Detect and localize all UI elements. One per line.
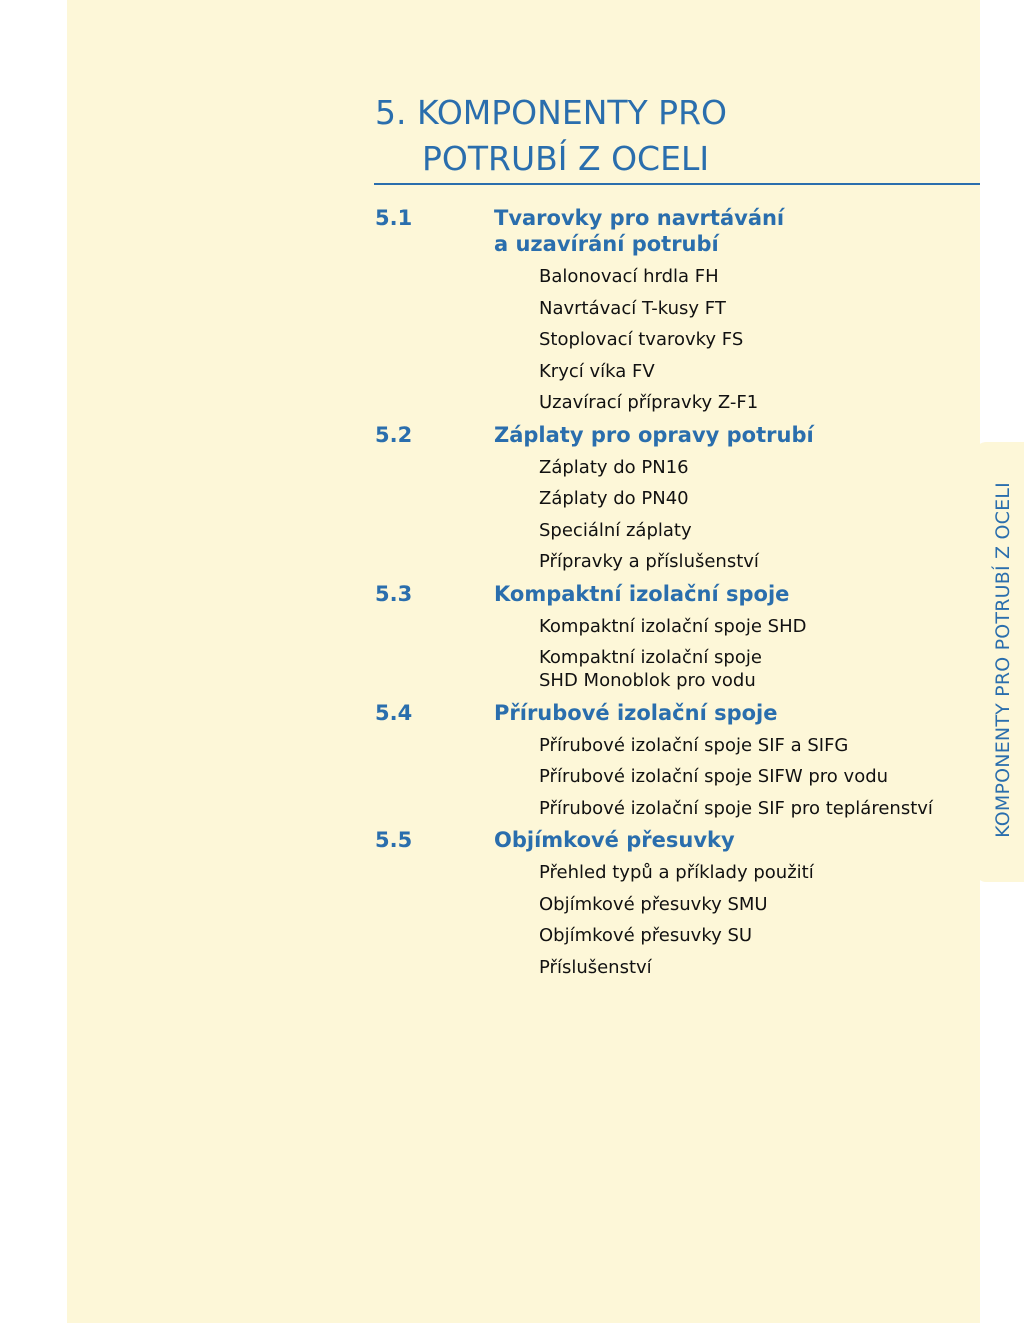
toc-item: Příslušenství: [539, 956, 652, 978]
section-title: Objímkové přesuvky: [494, 828, 735, 852]
section-title: Přírubové izolační spoje: [494, 700, 778, 725]
toc-item: Záplaty do PN40: [539, 488, 689, 509]
toc-item: Objímkové přesuvky SU: [539, 925, 753, 946]
toc-item: Přírubové izolační spoje SIF a SIFG: [539, 734, 849, 756]
toc-item: Stoplovací tvarovky FS: [539, 329, 744, 350]
toc-section-5-2: [375, 422, 975, 578]
section-items: [539, 261, 975, 419]
toc-item: Kompaktní izolační spoje SHD: [539, 615, 807, 637]
toc-item: Balonovací hrdla FH: [539, 266, 719, 287]
toc-section-5-5: [375, 827, 975, 983]
section-number: 5.1: [375, 206, 413, 230]
toc-item: Krycí víka FV: [539, 360, 655, 382]
toc-item: Přírubové izolační spoje SIF pro teplárenství: [539, 797, 933, 819]
toc-section-5-3: [375, 581, 975, 697]
toc-item: Uzavírací přípravky Z-F1: [539, 392, 759, 413]
toc-item: Kompaktní izolační spoje SHD Monoblok pro vodu: [539, 647, 762, 691]
section-title: Kompaktní izolační spoje: [494, 581, 790, 606]
section-number: 5.4: [375, 700, 413, 725]
side-tab-label: KOMPONENTY PRO POTRUBÍ Z OCELI: [992, 482, 1014, 838]
section-items: [539, 857, 975, 983]
section-items: [539, 730, 975, 825]
section-number: 5.5: [375, 828, 413, 852]
chapter-title-line2: POTRUBÍ Z OCELI: [422, 139, 710, 178]
toc-item: Přípravky a příslušenství: [539, 551, 759, 572]
toc-section-5-1: [375, 205, 975, 419]
toc-item: Přehled typů a příklady použití: [539, 862, 814, 883]
toc-section-5-4: [375, 700, 975, 825]
chapter-title: [375, 90, 727, 182]
toc-item: Objímkové přesuvky SMU: [539, 893, 768, 915]
table-of-contents: [375, 205, 975, 983]
toc-item: Záplaty do PN16: [539, 456, 689, 478]
section-number: 5.3: [375, 581, 413, 606]
section-items: [539, 452, 975, 578]
title-divider: [374, 183, 980, 185]
toc-item: Speciální záplaty: [539, 519, 692, 541]
section-title: Záplaty pro opravy potrubí: [494, 422, 814, 447]
toc-item: Přírubové izolační spoje SIFW pro vodu: [539, 766, 889, 787]
chapter-number: 5.: [375, 93, 407, 132]
section-items: [539, 611, 975, 697]
section-number: 5.2: [375, 422, 413, 447]
toc-item: Navrtávací T-kusy FT: [539, 297, 726, 319]
section-title: Tvarovky pro navrtávání a uzavírání potrubí: [494, 206, 785, 256]
chapter-title-line1: KOMPONENTY PRO: [417, 93, 727, 132]
